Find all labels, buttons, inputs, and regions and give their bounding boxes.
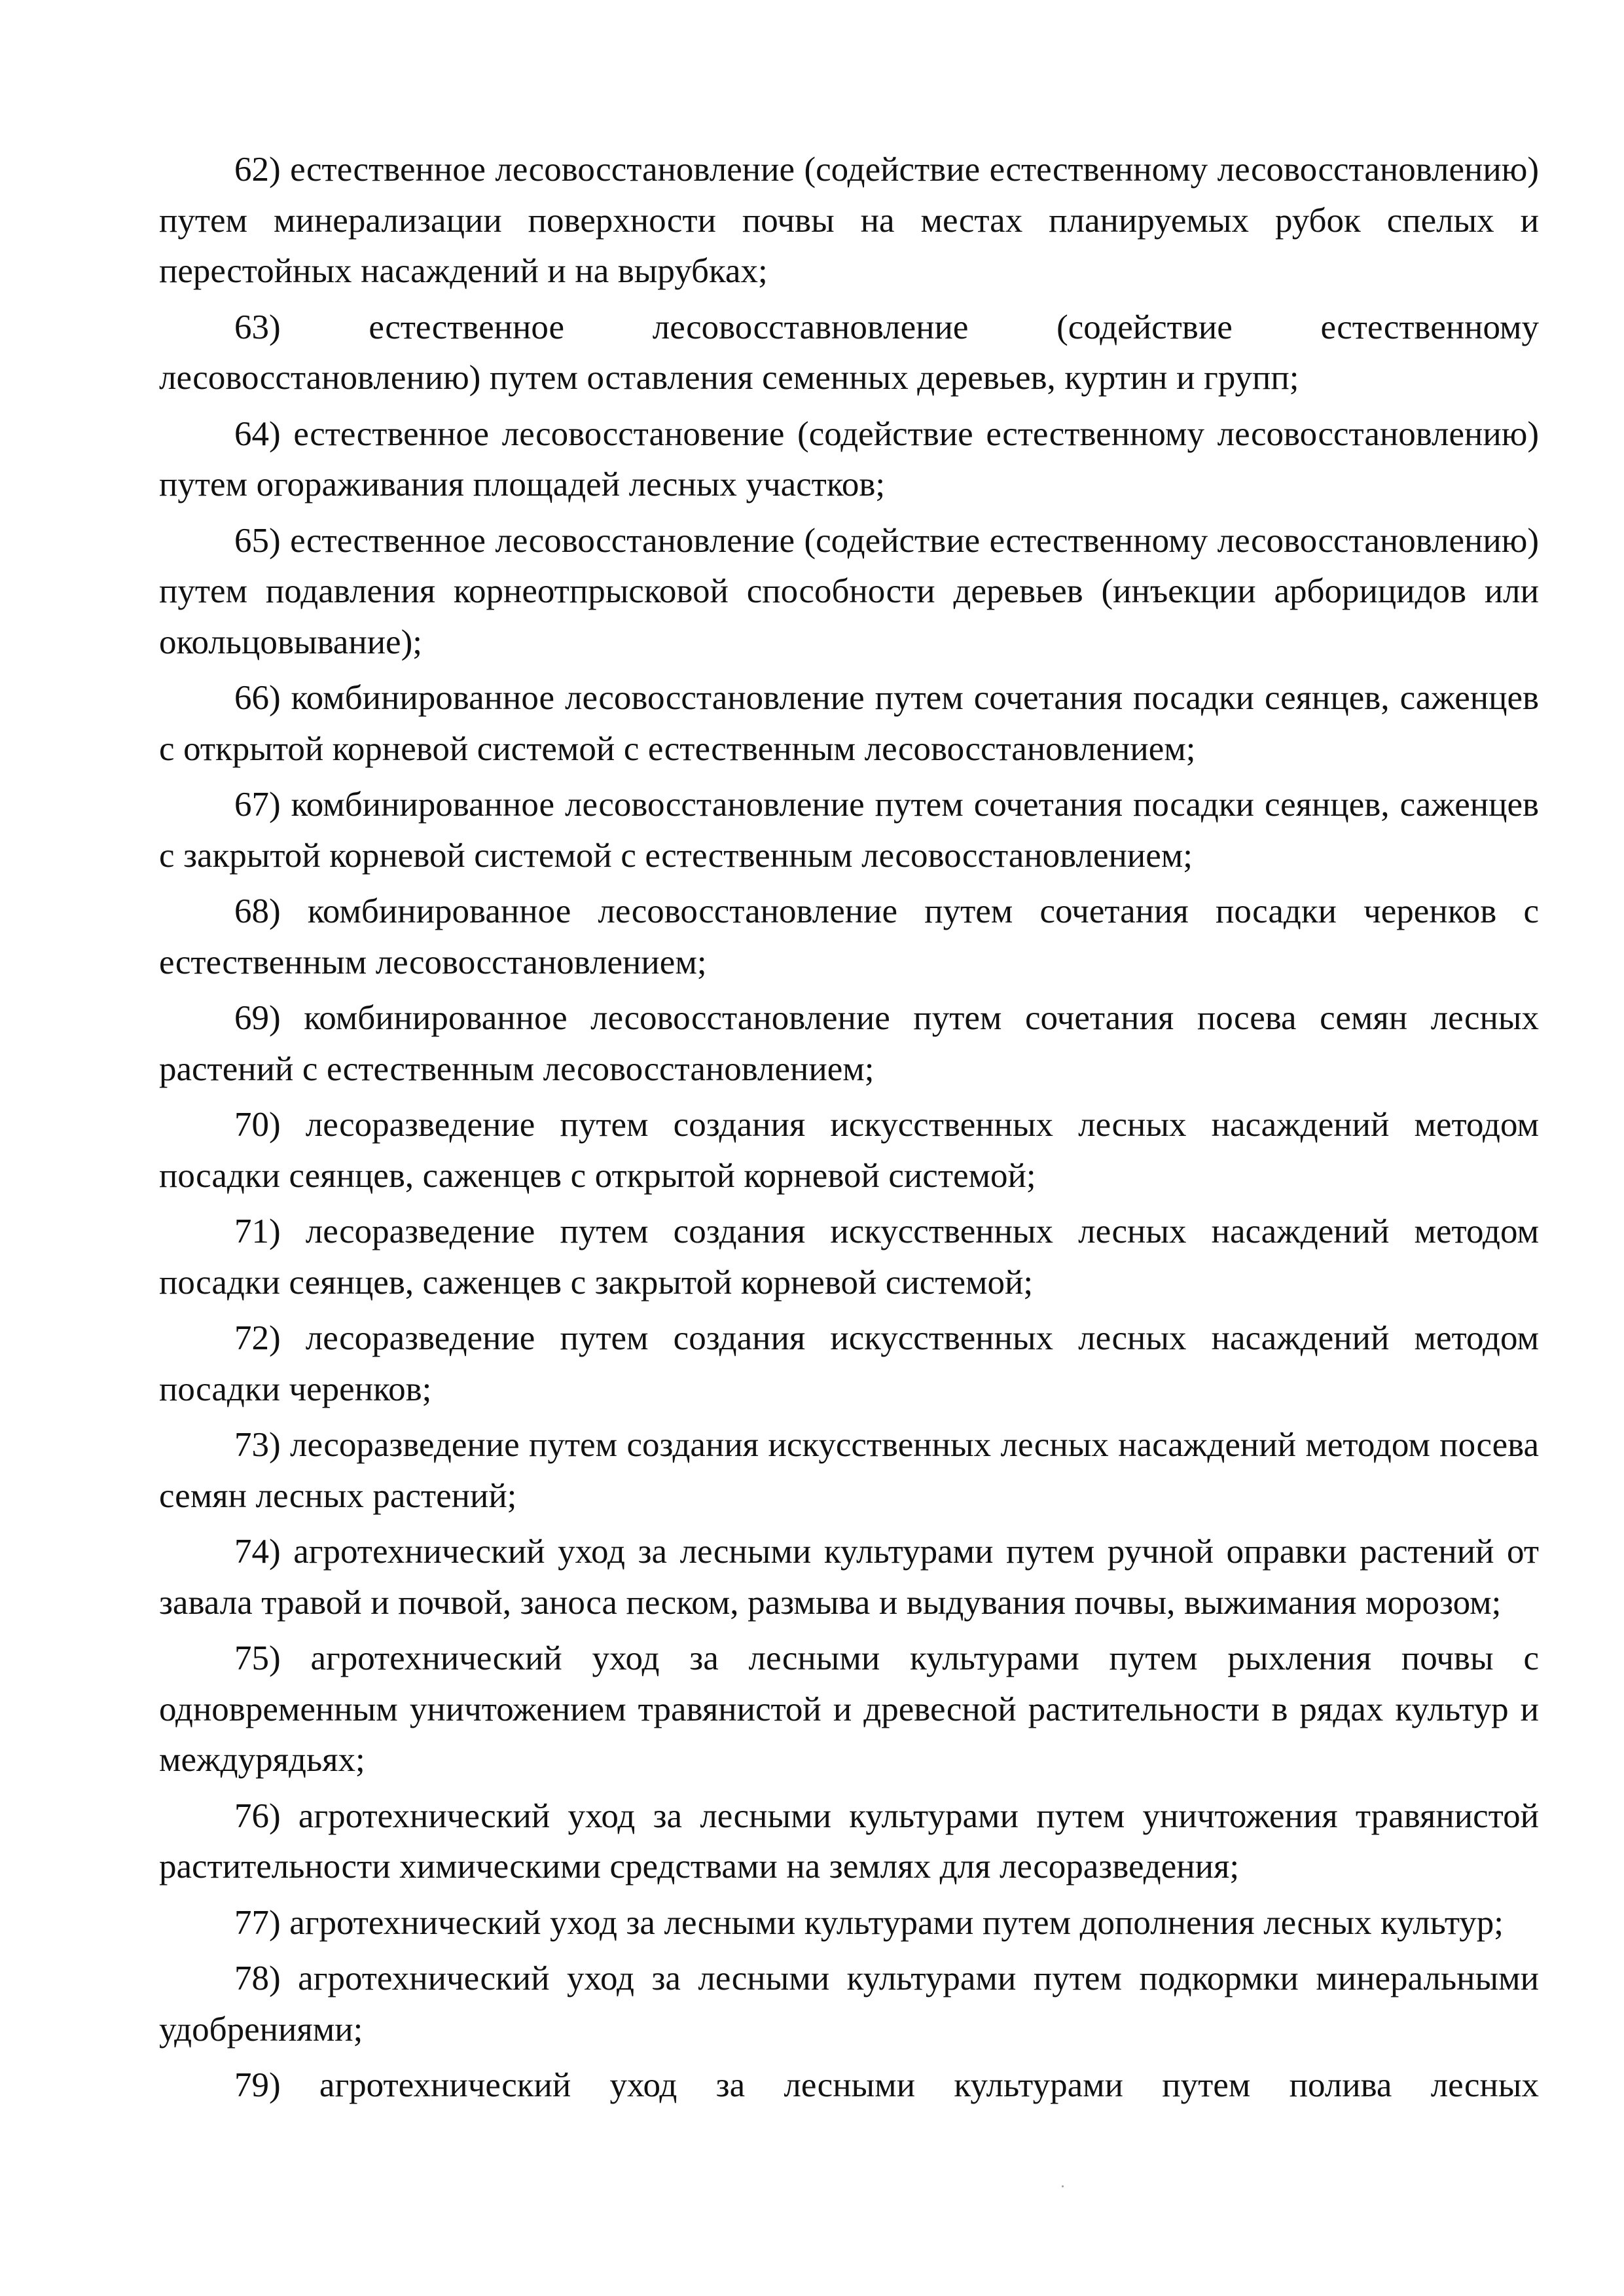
list-item-75: 75) агротехнический уход за лесными культурами путем рыхления почвы с одновременным уничтожением травянистой и древесной растительности в рядах культур и междурядьях; xyxy=(159,1639,1539,1779)
list-item-63: 63) естественное лесовосставновление (содействие естественному лесовосстановлению) путем оставления семенных деревьев, куртин и групп; xyxy=(159,308,1539,397)
numbered-list xyxy=(159,145,1539,2111)
scan-speck xyxy=(1062,2185,1064,2187)
list-item-77: 77) агротехнический уход за лесными культурами путем дополнения лесных культур; xyxy=(234,1903,1504,1942)
list-item-66: 66) комбинированное лесовосстановление путем сочетания посадки сеянцев, саженцев с открытой корневой системой с естественным лесовосстановлением; xyxy=(159,679,1539,768)
list-item-76: 76) агротехнический уход за лесными культурами путем уничтожения травянистой растительности химическими средствами на землях для лесоразведения; xyxy=(159,1796,1539,1886)
list-item-67: 67) комбинированное лесовосстановление путем сочетания посадки сеянцев, саженцев с закрытой корневой системой с естественным лесовосстановлением; xyxy=(159,786,1539,875)
list-item-69: 69) комбинированное лесовосстановление путем сочетания посева семян лесных растений с естественным лесовосстановлением; xyxy=(159,999,1539,1088)
list-item-65: 65) естественное лесовосстановление (содействие естественному лесовосстановлению) путем подавления корнеотпрысковой способности деревьев (инъекции арборицидов или окольцовывание); xyxy=(159,521,1539,661)
list-item-71: 71) лесоразведение путем создания искусственных лесных насаждений методом посадки сеянцев, саженцев с закрытой корневой системой; xyxy=(159,1212,1539,1302)
list-item-64: 64) естественное лесовосстановение (содействие естественному лесовосстановлению) путем огораживания площадей лесных участков; xyxy=(159,414,1539,503)
list-item-79: 79) агротехнический уход за лесными культурами путем полива лесных xyxy=(234,2066,1539,2104)
list-item-73: 73) лесоразведение путем создания искусственных лесных насаждений методом посева семян лесных растений; xyxy=(159,1426,1539,1515)
list-item-72: 72) лесоразведение путем создания искусственных лесных насаждений методом посадки черенков; xyxy=(159,1319,1539,1408)
list-item-62: 62) естественное лесовосстановление (содействие естественному лесовосстановлению) путем минерализации поверхности почвы на местах планируемых рубок спелых и перестойных насаждений и на вырубках; xyxy=(159,151,1539,290)
list-item-68: 68) комбинированное лесовосстановление путем сочетания посадки черенков с естественным лесовосстановлением; xyxy=(159,892,1539,981)
list-item-70: 70) лесоразведение путем создания искусственных лесных насаждений методом посадки сеянцев, саженцев с открытой корневой системой; xyxy=(159,1106,1539,1195)
list-item-78: 78) агротехнический уход за лесными культурами путем подкормки минеральными удобрениями; xyxy=(159,1959,1539,2049)
list-item-74: 74) агротехнический уход за лесными культурами путем ручной оправки растений от завала травой и почвой, заноса песком, размыва и выдувания почвы, выжимания морозом; xyxy=(159,1533,1539,1622)
